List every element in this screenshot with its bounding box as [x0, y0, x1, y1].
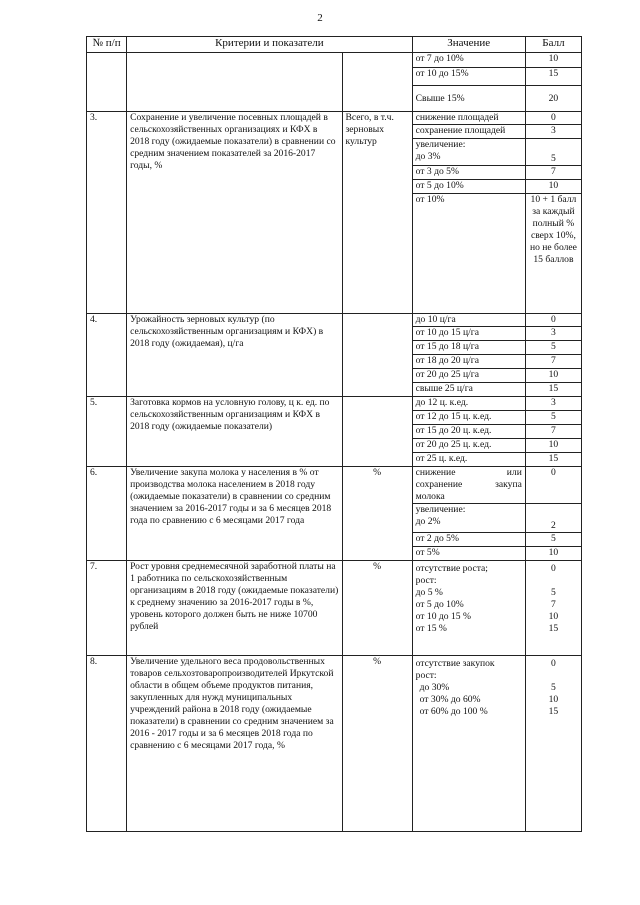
score-cell: 10 — [525, 547, 581, 561]
header-criteria: Критерии и показатели — [127, 37, 413, 53]
criteria-table — [86, 36, 582, 832]
unit-text — [342, 397, 412, 467]
criteria-text: Заготовка кормов на условную голову, ц к. ед. по сельскохозяйственным организациям и КФХ в 2018 году (ожидаемые показатели) — [127, 397, 342, 467]
score-line — [529, 670, 578, 682]
value-cell: от 18 до 20 ц/га — [412, 355, 525, 369]
value-cell: от 2 до 5% — [412, 533, 525, 547]
value-cell: увеличение: до 3% — [412, 139, 525, 166]
unit-text: % — [342, 561, 412, 656]
value-cell: от 5% — [412, 547, 525, 561]
score-cell: 15 — [525, 383, 581, 397]
criteria-text: Увеличение закупа молока у населения в % от производства молока населением в 2018 году (ожидаемые показатели) в сравнении со средним значением за 2016-2017 годы и за 6 месяцев 2018 года по сравнению с 6 месяцами 2017 года — [127, 467, 342, 561]
value-cell: от 25 ц. к.ед. — [412, 453, 525, 467]
score-line: 0 — [551, 658, 556, 669]
header-value: Значение — [412, 37, 525, 53]
score-cell: 7 — [525, 166, 581, 180]
value-cell: от 10 до 15 ц/га — [412, 327, 525, 341]
unit-cell — [342, 53, 412, 112]
unit-text: Всего, в т.ч. зерновых культур — [342, 112, 412, 314]
table-row — [87, 314, 582, 327]
criteria-text: Рост уровня среднемесячной заработной платы на 1 работника по сельскохозяйственным организациям в 2018 году (ожидаемые показатели) к среднему значению за 2016-2017 годы в %, уровень которого должен быть не ниже 10700 рублей — [127, 561, 342, 656]
section-number: 4. — [87, 314, 127, 397]
score-cell: 5 — [525, 341, 581, 355]
value-cell: от 20 до 25 ц. к.ед. — [412, 439, 525, 453]
num-cell — [87, 53, 127, 112]
table-header-row — [87, 37, 582, 53]
value-cell: от 20 до 25 ц/га — [412, 369, 525, 383]
value-line: от 5 до 10% — [415, 599, 464, 610]
score-line: 7 — [551, 599, 556, 610]
value-line: от 60% до 100 % — [419, 706, 488, 717]
score-cell: 0 — [525, 112, 581, 125]
value-cell: снижение или сохранение закупа молока — [412, 467, 525, 504]
criteria-cell — [127, 53, 342, 112]
score-cell: 10 — [525, 53, 581, 68]
score-cell: 20 — [525, 86, 581, 112]
value-line: отсутствие роста; — [415, 563, 488, 574]
score-cell: 10 + 1 балл за каждый полный % сверх 10%, но не более 15 баллов — [525, 194, 581, 314]
table-row — [87, 656, 582, 832]
unit-text — [342, 314, 412, 397]
value-cell: от 15 до 18 ц/га — [412, 341, 525, 355]
score-cell: 10 — [525, 439, 581, 453]
value-line: от 10 до 15 % — [415, 611, 471, 622]
value-line: отсутствие закупок — [415, 658, 495, 669]
score-cell: 10 — [525, 369, 581, 383]
unit-text: % — [342, 467, 412, 561]
section-number: 6. — [87, 467, 127, 561]
score-cell: 3 — [525, 125, 581, 139]
score-cell: 3 — [525, 397, 581, 411]
section-number: 8. — [87, 656, 127, 832]
value-cell — [412, 561, 525, 656]
value-cell: от 7 до 10% — [412, 53, 525, 68]
table-body — [87, 53, 582, 832]
value-line: до 30% — [419, 682, 450, 693]
table-row — [87, 53, 582, 68]
section-number: 3. — [87, 112, 127, 314]
value-cell: от 10% — [412, 194, 525, 314]
score-cell: 0 — [525, 467, 581, 504]
value-line: от 15 % — [415, 623, 447, 634]
score-cell: 5 — [525, 411, 581, 425]
score-line: 10 — [548, 694, 559, 705]
score-cell: 0 — [525, 314, 581, 327]
criteria-text: Сохранение и увеличение посевных площадей в сельскохозяйственных организациях и КФХ в 2018 году (ожидаемые показатели) в сравнении со средним значением показателей за 2016-2017 годы, % — [127, 112, 342, 314]
score-cell: 10 — [525, 180, 581, 194]
value-cell: от 10 до 15% — [412, 68, 525, 86]
score-line: 5 — [551, 587, 556, 598]
score-cell: 5 — [525, 533, 581, 547]
header-num: № п/п — [87, 37, 127, 53]
value-line: рост: — [415, 670, 437, 681]
value-cell: от 5 до 10% — [412, 180, 525, 194]
score-line: 10 — [548, 611, 559, 622]
score-line: 0 — [551, 563, 556, 574]
value-cell: от 15 до 20 ц. к.ед. — [412, 425, 525, 439]
unit-text: % — [342, 656, 412, 832]
table-row — [87, 397, 582, 411]
value-line: до 5 % — [415, 587, 443, 598]
score-cell: 15 — [525, 68, 581, 86]
score-cell: 15 — [525, 453, 581, 467]
score-line: 5 — [551, 682, 556, 693]
value-cell: увеличение: до 2% — [412, 504, 525, 533]
value-cell: сохранение площадей — [412, 125, 525, 139]
value-cell: снижение площадей — [412, 112, 525, 125]
score-line: 15 — [548, 706, 559, 717]
criteria-text: Увеличение удельного веса продовольственных товаров сельхозтоваропроизводителей Иркутской области в общем объеме продуктов питания, закупленных для нужд муниципальных учреждений района в 2018 году (ожидаемые показатели) в сравнении со средним значением за 2016 - 2017 годы и за 6 месяцев 2018 года по сравнению с 6 месяцами 2017 года, % — [127, 656, 342, 832]
value-cell: от 12 до 15 ц. к.ед. — [412, 411, 525, 425]
section-number: 5. — [87, 397, 127, 467]
value-cell: до 12 ц. к.ед. — [412, 397, 525, 411]
score-cell — [525, 656, 581, 832]
score-cell: 7 — [525, 355, 581, 369]
score-cell: 2 — [525, 504, 581, 533]
score-cell: 5 — [525, 139, 581, 166]
section-number: 7. — [87, 561, 127, 656]
value-cell: Свыше 15% — [412, 86, 525, 112]
table-row — [87, 467, 582, 504]
value-cell: свыше 25 ц/га — [412, 383, 525, 397]
value-cell — [412, 656, 525, 832]
value-line: рост: — [415, 575, 437, 586]
value-cell: от 3 до 5% — [412, 166, 525, 180]
score-cell: 3 — [525, 327, 581, 341]
table-row — [87, 112, 582, 125]
value-line: от 30% до 60% — [419, 694, 481, 705]
header-score: Балл — [525, 37, 581, 53]
table-row — [87, 561, 582, 656]
value-cell: до 10 ц/га — [412, 314, 525, 327]
score-line — [529, 575, 578, 587]
score-line: 15 — [548, 623, 559, 634]
score-cell — [525, 561, 581, 656]
criteria-text: Урожайность зерновых культур (по сельскохозяйственным организациям и КФХ) в 2018 году (ожидаемая), ц/га — [127, 314, 342, 397]
score-cell: 7 — [525, 425, 581, 439]
page-number: 2 — [317, 12, 323, 24]
